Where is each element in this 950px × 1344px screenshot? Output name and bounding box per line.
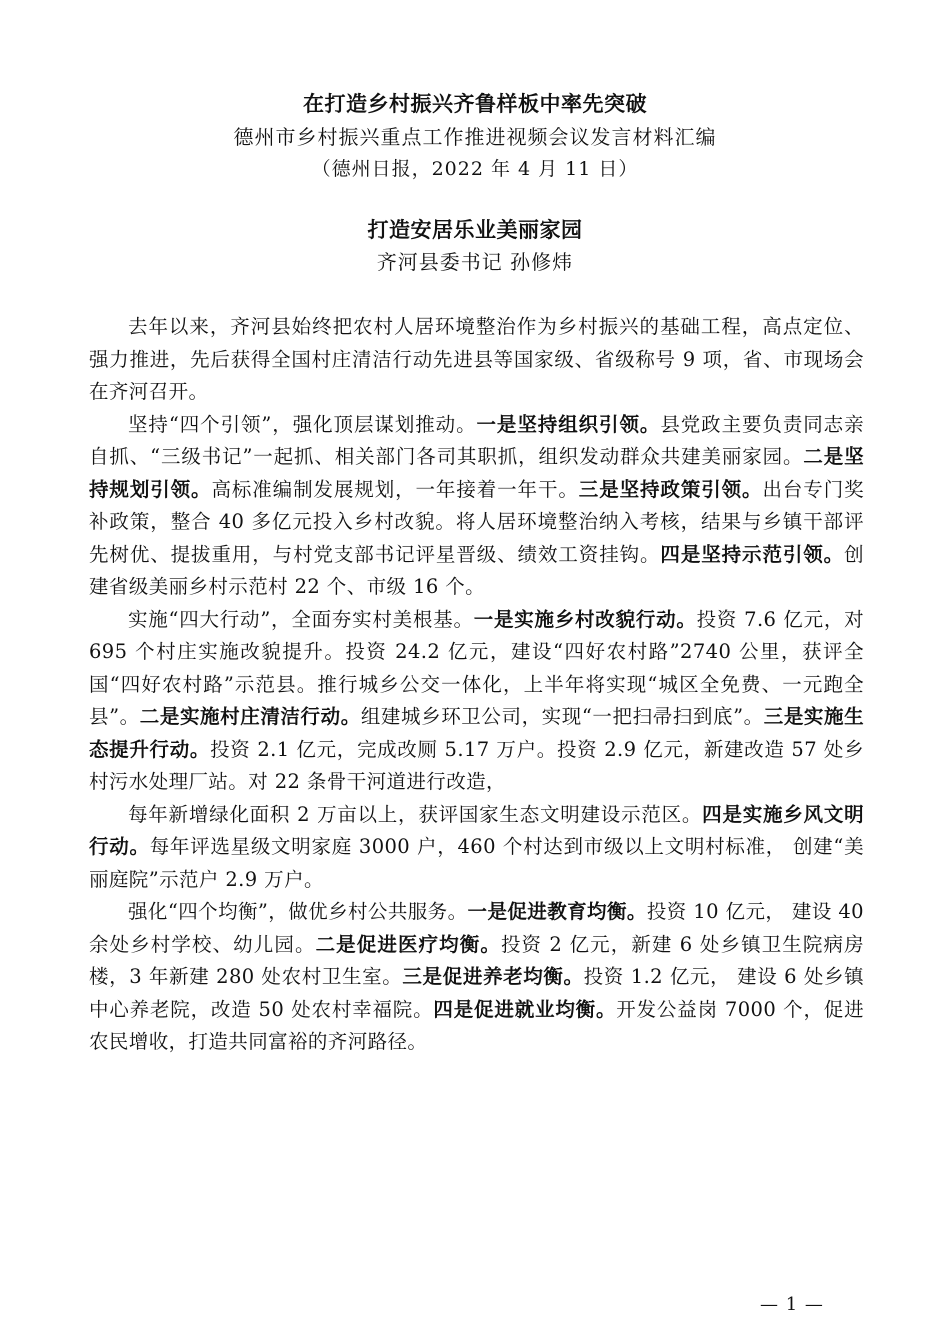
body-paragraph bbox=[89, 799, 864, 897]
paragraph-text: 投资 10 亿元， 建设 40 余处乡村学校、幼儿园。 bbox=[89, 900, 864, 956]
bold-heading-text: 一是促进教育均衡。 bbox=[467, 900, 647, 923]
paragraph-text: 强化“四个均衡”，做优乡村公共服务。 bbox=[128, 900, 468, 923]
paragraph-text: 每年新增绿化面积 2 万亩以上，获评国家生态文明建设示范区。 bbox=[128, 802, 703, 826]
section-title: 打造安居乐业美丽家园 bbox=[367, 217, 583, 242]
bold-heading-text: 一是实施乡村改貌行动。 bbox=[473, 607, 697, 631]
paragraph-text: 每年评选星级文明家庭 3000 户，460 个村达到市级以上文明村标准， 创建“美丽庭院”示范户 2.9 万户。 bbox=[89, 835, 864, 891]
bold-heading-text: 二是实施村庄清洁行动。 bbox=[139, 705, 361, 728]
bold-heading-text: 二是坚持规划引领。 bbox=[89, 445, 865, 501]
body-text bbox=[89, 311, 864, 1059]
paragraph-text: 县党政主要负责同志亲自抓、“三级书记”一起抓、相关部门各司其职抓，组织发动群众共建美丽家园。 bbox=[89, 412, 864, 468]
bold-heading-text: 三是促进养老均衡。 bbox=[402, 965, 584, 988]
body-paragraph bbox=[89, 604, 864, 799]
paragraph-text: 投资 2.1 亿元，完成改厕 5.17 万户。投资 2.9 亿元，新建改造 57 处乡村污水处理厂站。对 22 条骨干河道进行改造， bbox=[89, 737, 864, 793]
bold-heading-text: 一是坚持组织引领。 bbox=[476, 412, 661, 436]
paragraph-text: 创建省级美丽乡村示范村 22 个、市级 16 个。 bbox=[89, 542, 864, 598]
bold-heading-text: 三是实施生态提升行动。 bbox=[89, 705, 865, 761]
page-number: — 1 — bbox=[760, 1294, 824, 1315]
paragraph-text: 实施“四大行动”，全面夯实村美根基。 bbox=[128, 607, 474, 631]
document-source: （德州日报，2022 年 4 月 11 日） bbox=[311, 158, 639, 180]
paragraph-text: 出台专门奖补政策，整合 40 多亿元投入乡村改貌。将人居环境整治纳入考核，结果与乡镇干部评先树优、提拔重用，与村党支部书记评星晋级、绩效工资挂钩。 bbox=[89, 477, 864, 566]
document-title: 在打造乡村振兴齐鲁样板中率先突破 bbox=[303, 91, 647, 116]
body-paragraph bbox=[89, 409, 864, 604]
bold-heading-text: 四是实施乡风文明行动。 bbox=[89, 802, 864, 858]
bold-heading-text: 四是坚持示范引领。 bbox=[660, 542, 845, 566]
paragraph-text: 高标准编制发展规划，一年接着一年干。 bbox=[211, 477, 579, 501]
paragraph-text: 去年以来，齐河县始终把农村人居环境整治作为乡村振兴的基础工程，高点定位、强力推进，先后获得全国村庄清洁行动先进县等国家级、省级称号 9 项，省、市现场会在齐河召开。 bbox=[89, 315, 864, 403]
body-paragraph bbox=[89, 311, 864, 409]
paragraph-text: 投资 7.6 亿元，对 695 个村庄实施改貌提升。投资 24.2 亿元，建设“四好农村路”2740 公里，获评全国“四好农村路”示范县。推行城乡公交一体化，上半年将实现“城区全免费、一元跑全县”。 bbox=[89, 607, 865, 728]
bold-heading-text: 三是坚持政策引领。 bbox=[578, 477, 763, 501]
paragraph-text: 投资 1.2 亿元， 建设 6 处乡镇中心养老院，改造 50 处农村幸福院。 bbox=[89, 965, 864, 1021]
document-subtitle: 德州市乡村振兴重点工作推进视频会议发言材料汇编 bbox=[233, 125, 717, 149]
paragraph-text: 投资 2 亿元，新建 6 处乡镇卫生院病房楼，3 年新建 280 处农村卫生室。 bbox=[89, 932, 864, 988]
bold-heading-text: 二是促进医疗均衡。 bbox=[315, 932, 501, 956]
paragraph-text: 组建城乡环卫公司，实现“一把扫帚扫到底”。 bbox=[360, 705, 764, 728]
paragraph-text: 坚持“四个引领”，强化顶层谋划推动。 bbox=[128, 412, 477, 436]
section-author: 齐河县委书记 孙修炜 bbox=[376, 250, 574, 274]
paragraph-text: 开发公益岗 7000 个，促进农民增收，打造共同富裕的齐河路径。 bbox=[89, 997, 864, 1053]
body-paragraph bbox=[89, 896, 864, 1059]
bold-heading-text: 四是促进就业均衡。 bbox=[433, 997, 617, 1021]
